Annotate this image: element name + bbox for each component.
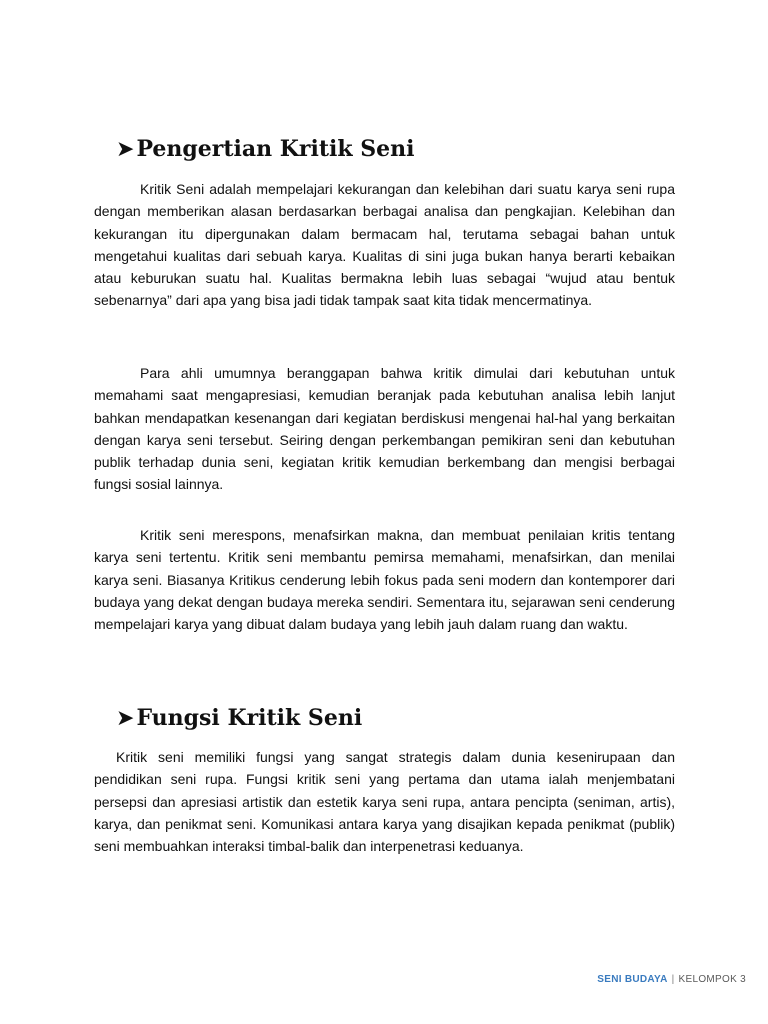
arrow-bullet-icon: ➤ <box>116 706 135 732</box>
footer-group: KELOMPOK 3 <box>678 974 746 985</box>
footer-subject: SENI BUDAYA <box>597 974 668 985</box>
paragraph-art-critique-role: Kritik seni merespons, menafsirkan makna, dan membuat penilaian kritis tentang karya seni tertentu. Kritik seni membantu pemirsa memahami, menafsirkan, dan menilai karya seni. Biasanya Kritikus cenderung lebih fokus pada seni modern dan kontemporer dari budaya yang dekat dengan budaya mereka sendiri. Sementara itu, sejarawan seni cenderung mempelajari karya yang dibuat dalam budaya yang lebih jauh dalam ruang dan waktu. <box>94 527 675 633</box>
section-heading-pengertian <box>116 135 415 164</box>
section-heading-fungsi <box>116 704 362 733</box>
paragraph-definition: Kritik Seni adalah mempelajari kekurangan dan kelebihan dari suatu karya seni rupa dengan memberikan alasan berdasarkan berbagai analisa dan pengkajian. Kelebihan dan kekurangan itu dipergunakan dalam bermacam hal, terutama sebagai bahan untuk mengetahui kualitas dari sebuah karya. Kualitas di sini juga bukan hanya berarti kebaikan atau keburukan suatu hal. Kualitas bermakna lebih luas sebagai “wujud atau bentuk sebenarnya” dari apa yang bisa jadi tidak tampak saat kita tidak mencermatinya. <box>94 181 675 309</box>
paragraph-experts-opinion: Para ahli umumnya beranggapan bahwa kritik dimulai dari kebutuhan untuk memahami saat mengapresiasi, kemudian beranjak pada kebutuhan analisa lebih lanjut bahkan mendapatkan kesenangan dari kegiatan berdiskusi mengenai hal-hal yang berkaitan dengan karya seni tersebut. Seiring dengan perkembangan pemikiran seni dan kebutuhan publik terhadap dunia seni, kegiatan kritik kemudian berkembang dan mengisi berbagai fungsi sosial lainnya. <box>94 365 675 493</box>
arrow-bullet-icon: ➤ <box>116 137 135 163</box>
footer-separator: | <box>671 974 675 985</box>
section-title: Pengertian Kritik Seni <box>136 136 415 163</box>
section-title: Fungsi Kritik Seni <box>136 705 363 732</box>
paragraph-function: Kritik seni memiliki fungsi yang sangat strategis dalam dunia kesenirupaan dan pendidikan seni rupa. Fungsi kritik seni yang pertama dan utama ialah menjembatani persepsi dan apresiasi artistik dan estetik karya seni rupa, antara pencipta (seniman, artis), karya, dan penikmat seni. Komunikasi antara karya yang disajikan kepada penikmat (publik) seni membuahkan interaksi timbal-balik dan interpenetrasi keduanya. <box>94 749 675 855</box>
page-footer <box>597 974 746 985</box>
